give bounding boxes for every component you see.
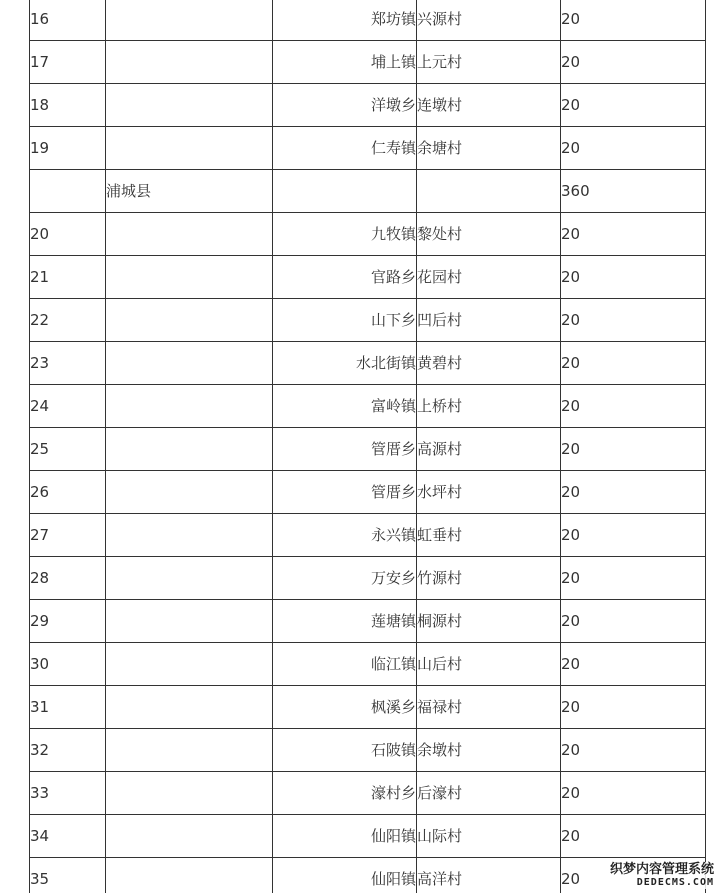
cell-number: 31 <box>30 686 106 729</box>
table-row <box>30 41 706 84</box>
cell-town: 石陂镇 <box>273 729 417 772</box>
table-row <box>30 772 706 815</box>
cell-amount: 20 <box>561 643 706 686</box>
cell-number <box>30 170 106 213</box>
table-row <box>30 299 706 342</box>
cell-number: 25 <box>30 428 106 471</box>
cell-county <box>106 385 273 428</box>
cell-county <box>106 256 273 299</box>
cell-amount: 20 <box>561 600 706 643</box>
cell-number: 35 <box>30 858 106 893</box>
cell-village: 上元村 <box>417 41 561 84</box>
cell-town: 管厝乡 <box>273 471 417 514</box>
cell-amount: 20 <box>561 729 706 772</box>
cell-amount: 20 <box>561 557 706 600</box>
cell-number: 17 <box>30 41 106 84</box>
cell-village: 福禄村 <box>417 686 561 729</box>
cell-number: 32 <box>30 729 106 772</box>
watermark-cn-text: 织梦内容管理系统 <box>609 861 714 877</box>
cell-town: 山下乡 <box>273 299 417 342</box>
cell-village: 山后村 <box>417 643 561 686</box>
cell-village: 虹垂村 <box>417 514 561 557</box>
cell-county <box>106 557 273 600</box>
cell-county: 浦城县 <box>106 170 273 213</box>
cell-town: 枫溪乡 <box>273 686 417 729</box>
table-row <box>30 170 706 213</box>
cell-village <box>417 170 561 213</box>
cell-town: 仁寿镇 <box>273 127 417 170</box>
cell-village: 上桥村 <box>417 385 561 428</box>
table-row <box>30 643 706 686</box>
table-row <box>30 471 706 514</box>
cell-amount: 20 <box>561 213 706 256</box>
cell-town <box>273 170 417 213</box>
table-row <box>30 686 706 729</box>
cell-amount: 20 <box>561 0 706 41</box>
cell-village: 连墩村 <box>417 84 561 127</box>
table-row <box>30 514 706 557</box>
cell-amount: 20 <box>561 858 706 893</box>
table-row <box>30 557 706 600</box>
cell-amount: 20 <box>561 514 706 557</box>
cell-amount: 20 <box>561 127 706 170</box>
cell-village: 高洋村 <box>417 858 561 893</box>
cell-town: 洋墩乡 <box>273 84 417 127</box>
cell-county <box>106 342 273 385</box>
cell-town: 万安乡 <box>273 557 417 600</box>
cell-town: 埔上镇 <box>273 41 417 84</box>
cell-town: 郑坊镇 <box>273 0 417 41</box>
cell-village: 花园村 <box>417 256 561 299</box>
cell-town: 濠村乡 <box>273 772 417 815</box>
cell-number: 26 <box>30 471 106 514</box>
cell-town: 仙阳镇 <box>273 858 417 893</box>
cell-town: 临江镇 <box>273 643 417 686</box>
cell-town: 富岭镇 <box>273 385 417 428</box>
cell-town: 水北街镇 <box>273 342 417 385</box>
cell-amount: 20 <box>561 299 706 342</box>
cell-village: 竹源村 <box>417 557 561 600</box>
cell-county <box>106 772 273 815</box>
table-row <box>30 600 706 643</box>
cell-county <box>106 299 273 342</box>
table-row <box>30 84 706 127</box>
cell-county <box>106 858 273 893</box>
cell-county <box>106 127 273 170</box>
cell-amount: 20 <box>561 342 706 385</box>
cell-county <box>106 0 273 41</box>
table-row <box>30 127 706 170</box>
cell-county <box>106 213 273 256</box>
cell-village: 后濠村 <box>417 772 561 815</box>
cell-village: 余塘村 <box>417 127 561 170</box>
cell-number: 21 <box>30 256 106 299</box>
cell-amount: 20 <box>561 41 706 84</box>
cell-county <box>106 600 273 643</box>
cell-number: 16 <box>30 0 106 41</box>
cell-number: 27 <box>30 514 106 557</box>
cell-county <box>106 41 273 84</box>
cell-town: 仙阳镇 <box>273 815 417 858</box>
cell-number: 29 <box>30 600 106 643</box>
cell-town: 九牧镇 <box>273 213 417 256</box>
cell-village: 黎处村 <box>417 213 561 256</box>
cell-village: 山际村 <box>417 815 561 858</box>
table-row <box>30 428 706 471</box>
cell-number: 22 <box>30 299 106 342</box>
cell-amount: 20 <box>561 772 706 815</box>
table-body <box>30 0 706 893</box>
cell-town: 永兴镇 <box>273 514 417 557</box>
table-row <box>30 0 706 41</box>
cell-county <box>106 514 273 557</box>
table-row <box>30 858 706 893</box>
cell-county <box>106 428 273 471</box>
cell-amount: 360 <box>561 170 706 213</box>
table-row <box>30 256 706 299</box>
table-row <box>30 815 706 858</box>
cell-amount: 20 <box>561 385 706 428</box>
cell-amount: 20 <box>561 84 706 127</box>
cell-number: 28 <box>30 557 106 600</box>
cell-amount: 20 <box>561 815 706 858</box>
cell-town: 莲塘镇 <box>273 600 417 643</box>
cell-county <box>106 471 273 514</box>
cell-number: 34 <box>30 815 106 858</box>
cell-number: 30 <box>30 643 106 686</box>
cell-amount: 20 <box>561 471 706 514</box>
watermark <box>607 862 717 889</box>
cell-town: 管厝乡 <box>273 428 417 471</box>
allocation-table <box>29 0 706 893</box>
table-row <box>30 342 706 385</box>
cell-village: 桐源村 <box>417 600 561 643</box>
cell-county <box>106 643 273 686</box>
cell-village: 黄碧村 <box>417 342 561 385</box>
watermark-en-text: DEDECMS.COM <box>636 877 714 888</box>
cell-amount: 20 <box>561 256 706 299</box>
cell-town: 官路乡 <box>273 256 417 299</box>
cell-village: 高源村 <box>417 428 561 471</box>
cell-village: 余墩村 <box>417 729 561 772</box>
cell-number: 24 <box>30 385 106 428</box>
cell-county <box>106 729 273 772</box>
cell-amount: 20 <box>561 686 706 729</box>
cell-number: 23 <box>30 342 106 385</box>
table-row <box>30 385 706 428</box>
cell-number: 18 <box>30 84 106 127</box>
cell-number: 20 <box>30 213 106 256</box>
cell-village: 凹后村 <box>417 299 561 342</box>
cell-number: 19 <box>30 127 106 170</box>
cell-amount: 20 <box>561 428 706 471</box>
cell-county <box>106 815 273 858</box>
cell-county <box>106 686 273 729</box>
table-row <box>30 729 706 772</box>
cell-village: 水坪村 <box>417 471 561 514</box>
cell-village: 兴源村 <box>417 0 561 41</box>
table-row <box>30 213 706 256</box>
cell-number: 33 <box>30 772 106 815</box>
cell-county <box>106 84 273 127</box>
